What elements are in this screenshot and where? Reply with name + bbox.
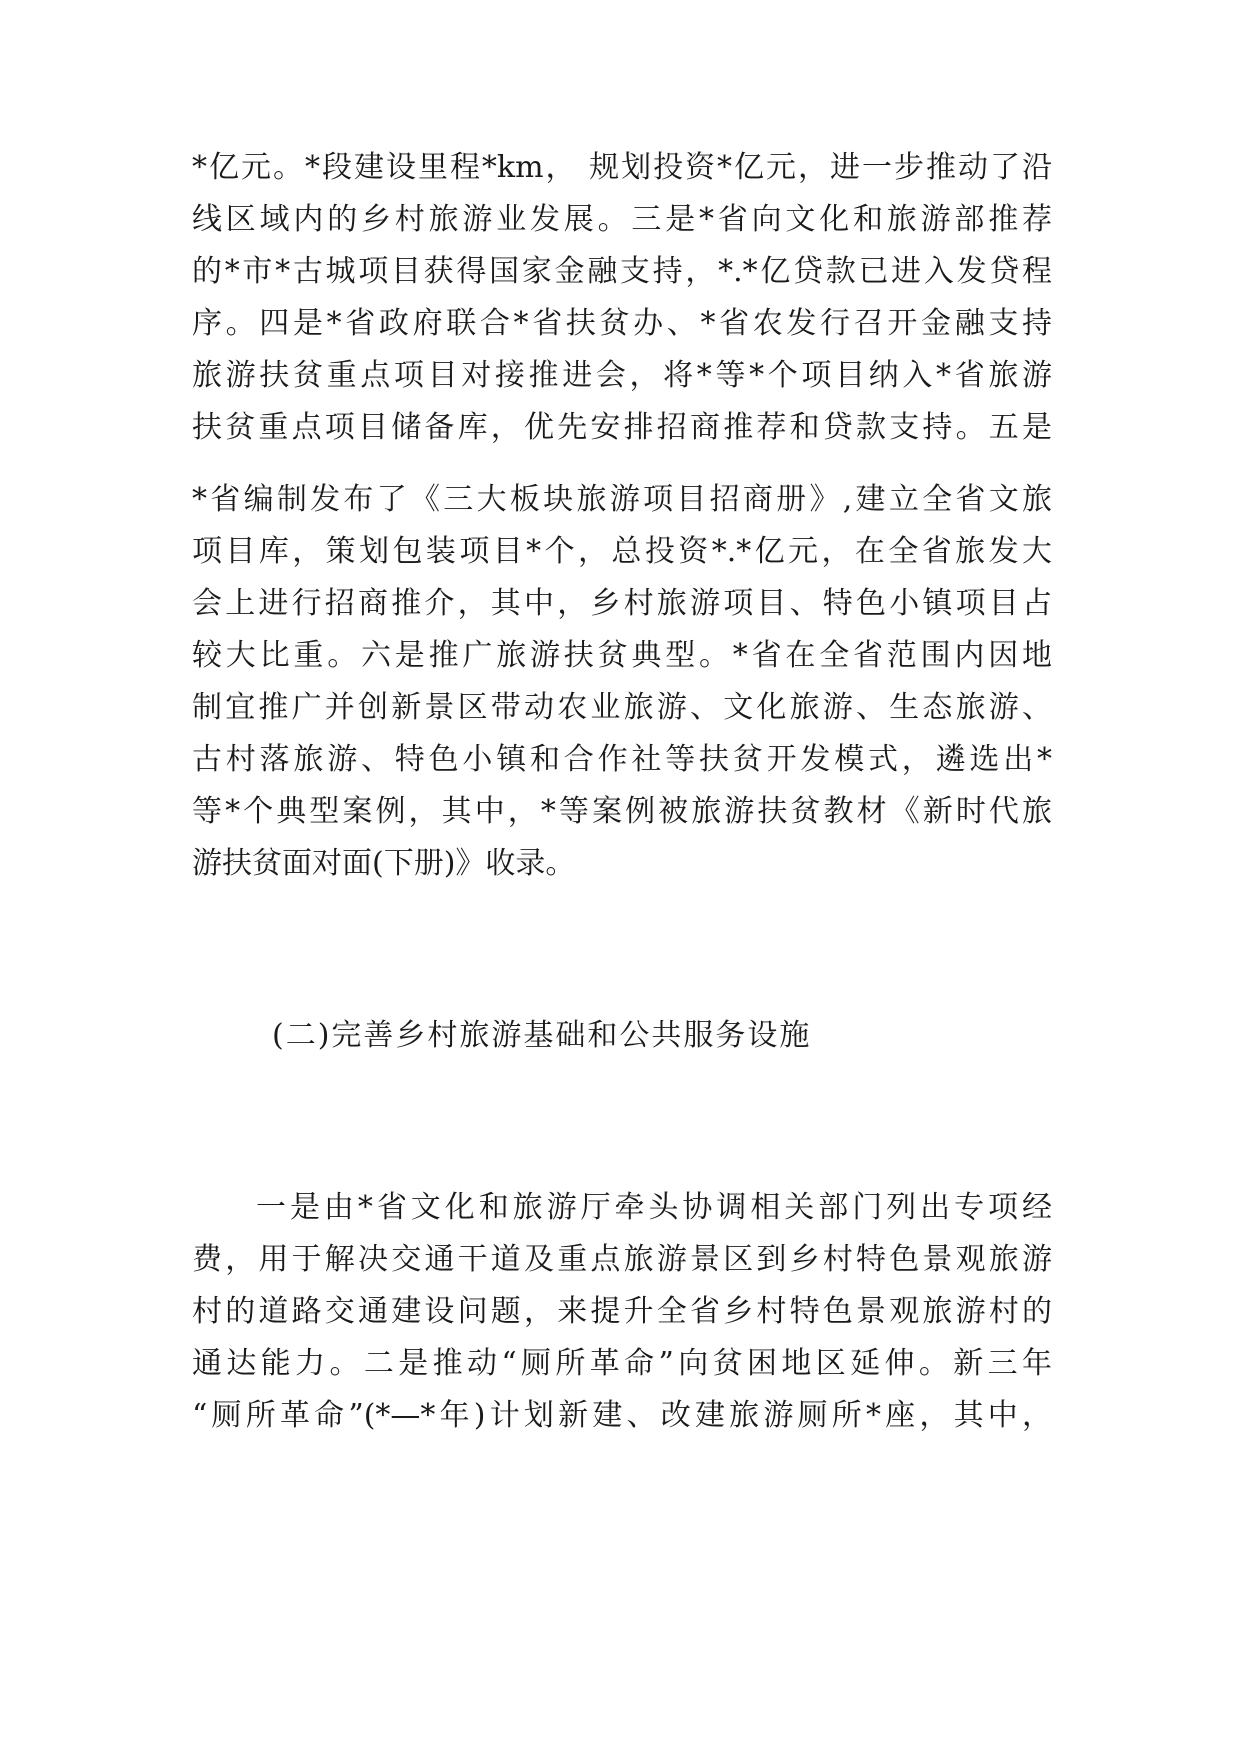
section-heading: (二)完善乡村旅游基础和公共服务设施: [272, 1018, 812, 1053]
text-line: 等*个典型案例，其中，*等案例被旅游扶贫教材《新时代旅: [192, 794, 1052, 829]
text-line: 会上进行招商推介，其中，乡村旅游项目、特色小镇项目占: [192, 586, 1052, 621]
text-line: 通达能力。二是推动“厕所革命”向贫困地区延伸。新三年: [192, 1346, 1052, 1381]
text-line: 项目库，策划包装项目*个，总投资*.*亿元，在全省旅发大: [192, 534, 1052, 569]
text-line: 扶贫重点项目储备库，优先安排招商推荐和贷款支持。五是: [192, 410, 1052, 445]
text-line: “厕所革命”(*—*年)计划新建、改建旅游厕所*座，其中，: [192, 1398, 1052, 1433]
text-line: 序。四是*省政府联合*省扶贫办、*省农发行召开金融支持: [192, 306, 1052, 341]
text-line: 较大比重。六是推广旅游扶贫典型。*省在全省范围内因地: [192, 638, 1052, 673]
text-line: 线区域内的乡村旅游业发展。三是*省向文化和旅游部推荐: [192, 202, 1052, 237]
text-line: 村的道路交通建设问题，来提升全省乡村特色景观旅游村的: [192, 1294, 1052, 1329]
text-line: *亿元。*段建设里程*km， 规划投资*亿元，进一步推动了沿: [192, 150, 1052, 185]
text-line: 费，用于解决交通干道及重点旅游景区到乡村特色景观旅游: [192, 1242, 1052, 1277]
text-line: 的*市*古城项目获得国家金融支持，*.*亿贷款已进入发贷程: [192, 254, 1052, 289]
text-line: 一是由*省文化和旅游厅牵头协调相关部门列出专项经: [256, 1190, 1052, 1225]
text-line: *省编制发布了《三大板块旅游项目招商册》,建立全省文旅: [192, 482, 1052, 517]
text-line: 游扶贫面对面(下册)》收录。: [192, 846, 576, 881]
text-line: 制宜推广并创新景区带动农业旅游、文化旅游、生态旅游、: [192, 690, 1052, 725]
text-line: 旅游扶贫重点项目对接推进会，将*等*个项目纳入*省旅游: [192, 358, 1052, 393]
text-line: 古村落旅游、特色小镇和合作社等扶贫开发模式，遴选出*: [192, 742, 1052, 777]
